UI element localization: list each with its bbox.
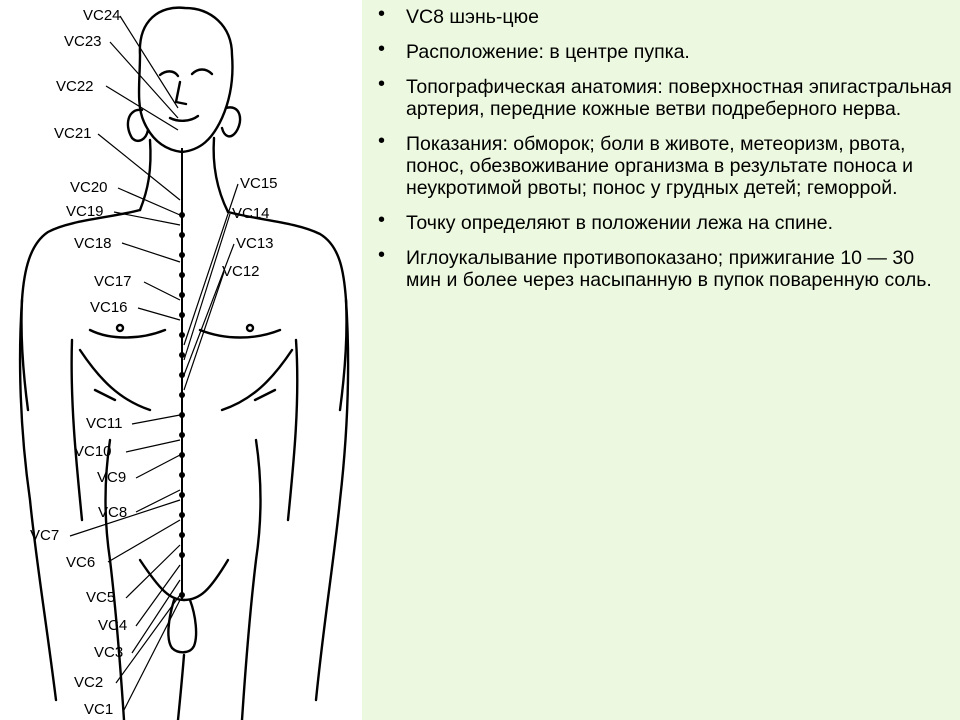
point-label-vc6: VC6 — [66, 554, 96, 571]
point-label-vc2: VC2 — [74, 674, 104, 691]
bullet-item-contraindications — [372, 244, 952, 291]
point-label-vc17: VC17 — [94, 273, 132, 290]
bullet-item-title — [372, 3, 952, 28]
bullet-text: Иглоукалывание противопоказано; прижигание 10 — 30 мин и более через насыпанную в пупок поваренную соль. — [406, 247, 932, 291]
body-outline-drawing — [0, 0, 362, 720]
bullet-text: VC8 шэнь-цюе — [406, 6, 540, 28]
point-label-vc14: VC14 — [232, 205, 270, 222]
bullet-icon: • — [378, 244, 386, 266]
point-label-vc7: VC7 — [30, 527, 60, 544]
point-label-vc1: VC1 — [84, 701, 114, 718]
bullet-icon: • — [378, 38, 386, 60]
description-panel — [362, 0, 960, 720]
bullet-item-position — [372, 209, 952, 234]
point-label-vc18: VC18 — [74, 235, 112, 252]
bullet-icon: • — [378, 209, 386, 231]
bullet-list — [372, 3, 952, 304]
bullet-text: Топографическая анатомия: поверхностная эпигастральная артерия, передние кожные ветви подреберного нерва. — [406, 76, 952, 120]
bullet-item-indications — [372, 130, 952, 199]
bullet-item-anatomy — [372, 73, 952, 120]
point-label-vc9: VC9 — [97, 469, 127, 486]
bullet-icon: • — [378, 73, 386, 95]
bullet-text: Точку определяют в положении лежа на спине. — [406, 212, 834, 234]
point-label-vc3: VC3 — [94, 644, 124, 661]
point-label-vc12: VC12 — [222, 263, 260, 280]
point-label-vc5: VC5 — [86, 589, 116, 606]
point-label-vc21: VC21 — [54, 125, 92, 142]
point-label-vc15: VC15 — [240, 175, 278, 192]
bullet-text: Расположение: в центре пупка. — [406, 41, 690, 63]
point-label-vc20: VC20 — [70, 179, 108, 196]
point-label-vc16: VC16 — [90, 299, 128, 316]
bullet-text: Показания: обморок; боли в животе, метеоризм, рвота, понос, обезвоживание организма в результате поноса и неукротимой рвоты; понос у грудных детей; геморрой. — [406, 133, 913, 199]
point-label-vc23: VC23 — [64, 33, 102, 50]
point-label-vc11: VC11 — [86, 415, 123, 432]
point-label-vc10: VC10 — [74, 443, 112, 460]
point-label-vc22: VC22 — [56, 78, 94, 95]
acupuncture-figure — [0, 0, 362, 720]
point-label-vc4: VC4 — [98, 617, 128, 634]
point-label-vc8: VC8 — [98, 504, 128, 521]
bullet-item-location — [372, 38, 952, 63]
point-label-vc24: VC24 — [83, 7, 121, 24]
bullet-icon: • — [378, 3, 386, 25]
point-label-vc13: VC13 — [236, 235, 274, 252]
point-label-vc19: VC19 — [66, 203, 104, 220]
bullet-icon: • — [378, 130, 386, 152]
